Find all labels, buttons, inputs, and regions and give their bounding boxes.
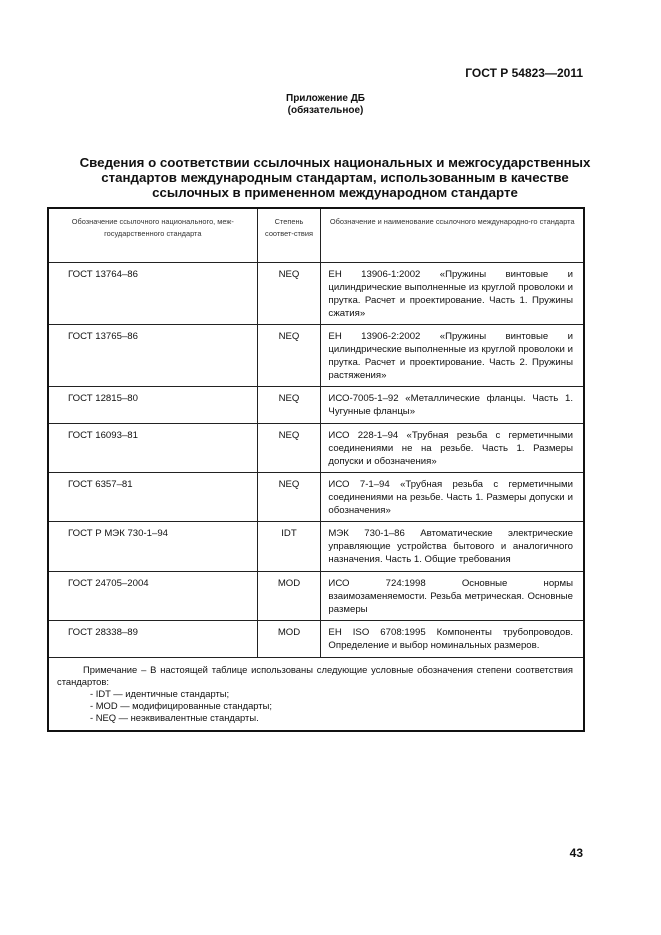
cell-degree: NEQ [257,325,321,387]
cell-standard: ГОСТ Р МЭК 730-1–94 [48,522,257,572]
title-line: Сведения о соответствии ссылочных национальных и межгосударственных [79,155,591,170]
table-row [48,325,584,387]
note-text: Примечание – В настоящей таблице использованы следующие условные обозначения степени соответствия стандартов: [57,664,573,687]
cell-degree: NEQ [257,387,321,424]
note-item: - MOD — модифицированные стандарты; [90,700,272,711]
cell-reference: ИСО-7005-1–92 «Металлические фланцы. Часть 1. Чугунные фланцы» [321,387,584,424]
section-title [40,155,630,200]
cell-standard: ГОСТ 28338–89 [48,621,257,658]
cell-standard: ГОСТ 6357–81 [48,473,257,522]
annex-heading [0,93,661,117]
table-note [48,658,584,732]
header-international-standard: Обозначение и наименование ссылочного международно-го стандарта [321,208,584,263]
title-line: стандартов международным стандартам, использованным в качестве [101,170,569,185]
table-header-row [48,208,584,263]
cell-reference: ЕН 13906-2:2002 «Пружины винтовые и цилиндрические выполненные из круглой проволоки и прутка. Расчет и проектирование. Часть 2. Пружины растяжения» [321,325,584,387]
cell-reference: ИСО 724:1998 Основные нормы взаимозаменяемости. Резьба метрическая. Основные размеры [321,572,584,621]
cell-degree: NEQ [257,424,321,473]
cell-reference: ЕН 13906-1:2002 «Пружины винтовые и цилиндрические выполненные из круглой проволоки и прутка. Расчет и проектирование. Часть 1. Пружины сжатия» [321,263,584,325]
cell-reference: ИСО 228-1–94 «Трубная резьба с герметичными соединениями не на резьбе. Часть 1. Размеры допуски и обозначения» [321,424,584,473]
cell-standard: ГОСТ 13764–86 [48,263,257,325]
table-row [48,572,584,621]
table-row [48,522,584,572]
note-item: - IDT — идентичные стандарты; [90,688,230,699]
table-row [48,387,584,424]
cell-standard: ГОСТ 12815–80 [48,387,257,424]
cell-standard: ГОСТ 24705–2004 [48,572,257,621]
header-degree: Степень соответ-ствия [257,208,321,263]
cell-standard: ГОСТ 13765–86 [48,325,257,387]
table-row [48,621,584,658]
cell-degree: MOD [257,621,321,658]
cell-degree: MOD [257,572,321,621]
cell-reference: ЕН ISO 6708:1995 Компоненты трубопроводов. Определение и выбор номинальных размеров. [321,621,584,658]
cell-degree: NEQ [257,473,321,522]
header-national-standard: Обозначение ссылочного национального, меж-государственного стандарта [48,208,257,263]
table-row [48,263,584,325]
cell-reference: ИСО 7-1–94 «Трубная резьба с герметичными соединениями на резьбе. Часть 1. Размеры допуски и обозначения» [321,473,584,522]
cell-reference: МЭК 730-1–86 Автоматические электрические управляющие устройства бытового и аналогичного назначения. Часть 1. Общие требования [321,522,584,572]
document-id: ГОСТ Р 54823—2011 [465,66,583,80]
cell-degree: NEQ [257,263,321,325]
page-number: 43 [569,846,583,860]
correspondence-table [47,207,585,732]
title-line: ссылочных в примененном международном стандарте [152,185,518,200]
cell-degree: IDT [257,522,321,572]
table-note-row [48,658,584,732]
cell-standard: ГОСТ 16093–81 [48,424,257,473]
annex-label: Приложение ДБ [286,93,365,104]
annex-status: (обязательное) [287,105,364,116]
table-row [48,473,584,522]
note-item: - NEQ — неэквивалентные стандарты. [90,712,259,723]
table-row [48,424,584,473]
